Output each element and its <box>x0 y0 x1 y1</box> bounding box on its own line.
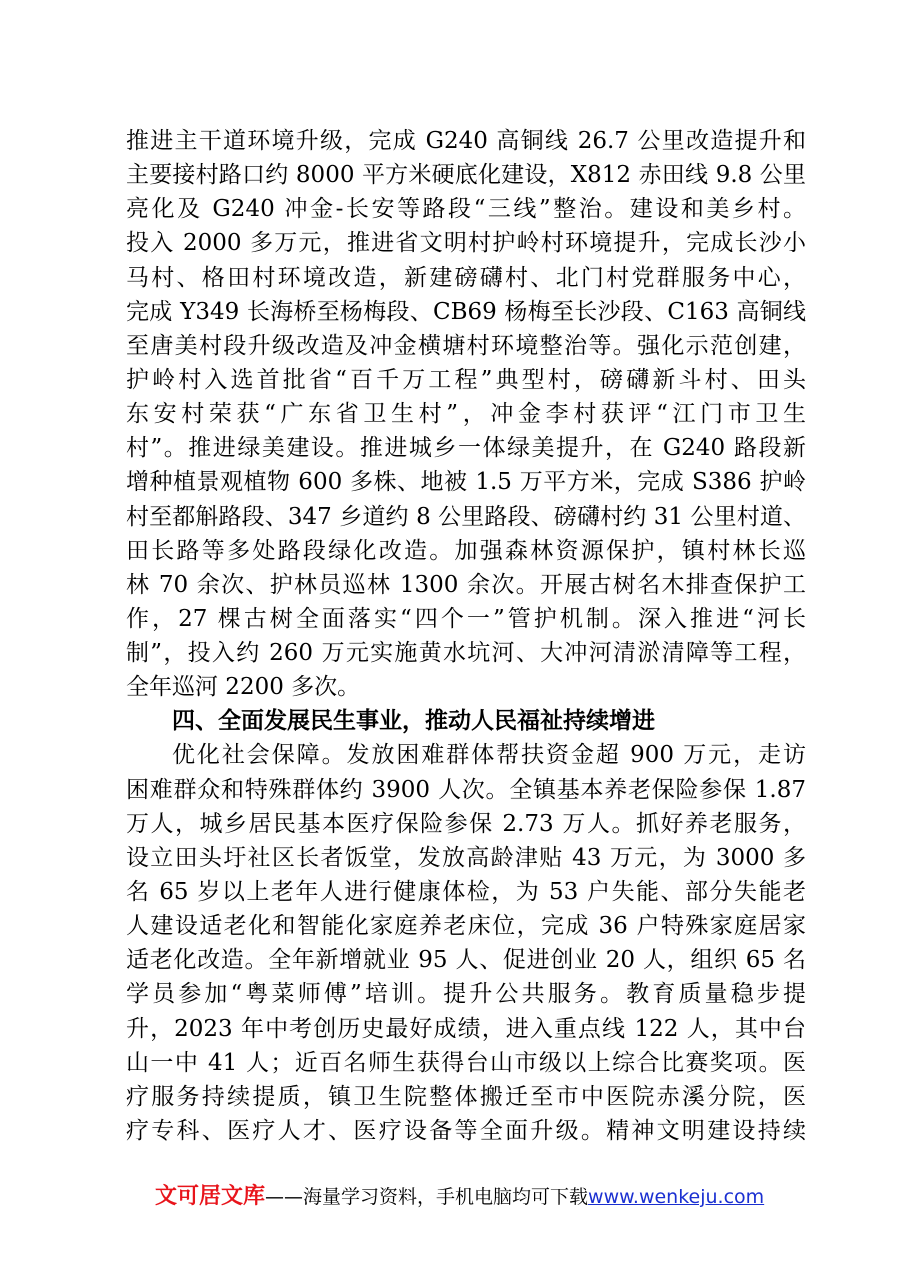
paragraph-line: 万人，城乡居民基本医疗保险参保 2.73 万人。抓好养老服务， <box>126 811 806 837</box>
paragraph-line: 困难群众和特殊群体约 3900 人次。全镇基本养老保险参保 1.87 <box>126 777 806 803</box>
paragraph-line: 学员参加“粤菜师傅”培训。提升公共服务。教育质量稳步提 <box>126 981 806 1007</box>
paragraph-line: 村至都斛路段、347 乡道约 8 公里路段、磅礴村约 31 公里村道、 <box>126 504 806 530</box>
paragraph-line: 作，27 棵古树全面落实“四个一”管护机制。深入推进“河长 <box>126 606 806 632</box>
paragraph-line: 人建设适老化和智能化家庭养老床位，完成 36 户特殊家庭居家 <box>126 913 806 939</box>
site-brand: 文可居文库 <box>155 1184 266 1209</box>
paragraph-line: 升，2023 年中考创历史最好成绩，进入重点线 122 人，其中台 <box>126 1016 806 1042</box>
paragraph-line: 名 65 岁以上老年人进行健康体检，为 53 户失能、部分失能老 <box>126 879 806 905</box>
paragraph-line: 东安村荣获“广东省卫生村”，冲金李村获评“江门市卫生 <box>126 401 806 427</box>
paragraph-line: 设立田头圩社区长者饭堂，发放高龄津贴 43 万元，为 3000 多 <box>126 845 806 871</box>
footer-slogan: ——海量学习资料，手机电脑均可下载 <box>265 1186 589 1208</box>
paragraph-line: 林 70 余次、护林员巡林 1300 余次。开展古树名木排查保护工 <box>126 572 806 598</box>
section-heading: 四、全面发展民生事业，推动人民福祉持续增进 <box>172 708 655 734</box>
paragraph-line: 护岭村入选首批省“百千万工程”典型村，磅礴新斗村、田头 <box>126 367 806 393</box>
paragraph-line: 主要接村路口约 8000 平方米硬底化建设，X812 赤田线 9.8 公里 <box>126 162 806 188</box>
paragraph-line: 制”，投入约 260 万元实施黄水坑河、大冲河清淤清障等工程， <box>126 640 806 666</box>
paragraph-line: 亮化及 G240 冲金-长安等路段“三线”整治。建设和美乡村。 <box>126 196 806 222</box>
paragraph-line: 增种植景观植物 600 多株、地被 1.5 万平方米，完成 S386 护岭 <box>126 469 806 495</box>
paragraph-line: 疗专科、医疗人才、医疗设备等全面升级。精神文明建设持续 <box>126 1118 806 1144</box>
paragraph-line: 山一中 41 人；近百名师生获得台山市级以上综合比赛奖项。医 <box>126 1050 806 1076</box>
paragraph-line: 村”。推进绿美建设。推进城乡一体绿美提升，在 G240 路段新 <box>126 435 806 461</box>
paragraph-line: 优化社会保障。发放困难群体帮扶资金超 900 万元，走访 <box>172 742 806 768</box>
paragraph-line: 全年巡河 2200 多次。 <box>126 674 361 700</box>
footer-banner <box>155 1180 775 1214</box>
paragraph-line: 马村、格田村环境改造，新建磅礴村、北门村党群服务中心， <box>126 265 806 291</box>
paragraph-line: 适老化改造。全年新增就业 95 人、促进创业 20 人，组织 65 名 <box>126 947 806 973</box>
paragraph-line: 投入 2000 多万元，推进省文明村护岭村环境提升，完成长沙小 <box>126 230 806 256</box>
site-url-link[interactable]: www.wenkeju.com <box>588 1186 765 1208</box>
paragraph-line: 至唐美村段升级改造及冲金横塘村环境整治等。强化示范创建， <box>126 333 806 359</box>
paragraph-line: 推进主干道环境升级，完成 G240 高铜线 26.7 公里改造提升和 <box>126 128 806 154</box>
paragraph-line: 田长路等多处路段绿化改造。加强森林资源保护，镇村林长巡 <box>126 538 806 564</box>
paragraph-line: 疗服务持续提质，镇卫生院整体搬迁至市中医院赤溪分院，医 <box>126 1084 806 1110</box>
paragraph-line: 完成 Y349 长海桥至杨梅段、CB69 杨梅至长沙段、C163 高铜线 <box>126 299 806 325</box>
